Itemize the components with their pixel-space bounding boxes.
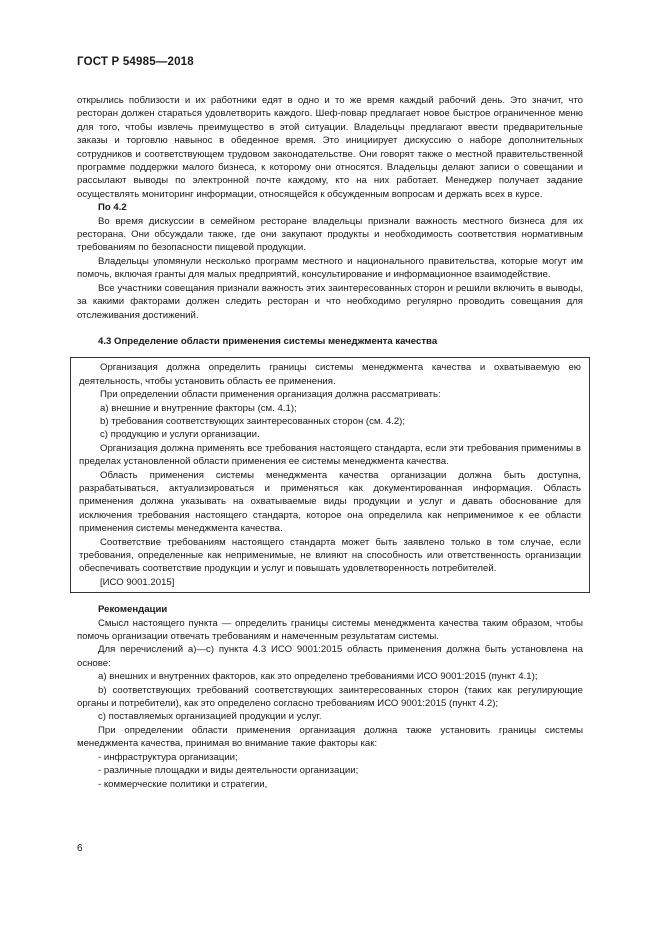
list-item: - различные площадки и виды деятельности организации; — [98, 764, 583, 777]
recommendations-paragraph: При определении области применения организация должна также установить границы системы менеджмента качества, принимая во внимание такие факторы как: — [77, 724, 583, 750]
intro-paragraph: открылись поблизости и их работники едят в одно и то же время каждый рабочий день. Это значит, что ресторан должен стараться удовлетворить каждого. Шеф-повар предлагает новое быстрое ограниченное меню для того, чтобы извлечь преимущество в этой ситуации. Владельцы предлагают ввести предварительные заказы и торговлю навынос в обеденное время. Это инициирует дискуссию о наборе дополнительных сотрудников и соответствующем трудовом законодательстве. Они говорят также о местной правительственной программе поддержки малого бизнеса, к которому они относятся. Владельцы делают записи о совещании и рассылают выводы по электронной почте каждому, кто на них работает. Менеджер получает задание осуществлять мониторинг информации, относящейся к обсужденным вопросам и держать всех в курсе. — [77, 95, 583, 200]
recommendations-title: Рекомендации — [98, 604, 168, 616]
page-number: 6 — [77, 843, 83, 854]
list-item: - инфраструктура организации; — [98, 751, 583, 764]
recommendations-item-b: b) соответствующих требований соответствующих заинтересованных сторон (таких как регулирующие органы и потребители), как это определено согласно требованиям ИСО 9001:2015 (пункт 4.2); — [77, 684, 583, 710]
section-title-4-3: 4.3 Определение области применения системы менеджмента качества — [98, 335, 438, 347]
box-paragraph: Организация должна применять все требования настоящего стандарта, если эти требования применимы в пределах установленной области применения ее системы менеджмента качества. — [79, 442, 581, 468]
box-paragraph: При определении области применения организация должна рассматривать: — [100, 389, 441, 401]
subclause-paragraph: Все участники совещания признали важность этих заинтересованных сторон и решили включить в выводы, за какими факторами должен следить ресторан и что необходимо регулярно проводить совещания для отслеживания достижений. — [77, 282, 583, 321]
subclause-paragraph: Во время дискуссии в семейном ресторане владельцы признали важность местного бизнеса для их ресторана. Они обсуждали также, где они закупают продукты и необходимость соответствия нормативным требованиям по безопасности пищевой продукции. — [77, 215, 583, 254]
box-paragraph: Организация должна определить границы системы менеджмента качества и охватываемую ею деятельность, чтобы установить область ее применения. — [79, 362, 581, 387]
factors-list — [77, 751, 583, 791]
box-list-item-b: b) требования соответствующих заинтересованных сторон (см. 4.2); — [100, 415, 406, 427]
list-item: - коммерческие политики и стратегии, — [98, 778, 583, 791]
subclause-paragraph: Владельцы упомянули несколько программ местного и национального правительства, которые могут им помочь, включая гранты для малых предприятий, консультирование и информационное взаимодействие. — [77, 255, 583, 281]
box-paragraph: Область применения системы менеджмента качества организации должна быть доступна, разрабатываться, актуализироваться и применяться как документированная информация. Область применения должна указывать на охватываемые виды продукции и услуг и давать обоснование для исключения требования настоящего стандарта, которое она определила как неприменимое к ее области применения системы менеджмента качества. — [79, 469, 581, 535]
recommendations-item-c: с) поставляемых организацией продукции и услуг. — [98, 711, 322, 723]
box-reference: [ИСО 9001.2015] — [100, 576, 175, 588]
recommendations-paragraph: Смысл настоящего пункта — определить границы системы менеджмента качества таким образом, чтобы помочь организации отвечать требованиям и намеченным результатам системы. — [77, 617, 583, 643]
recommendations-paragraph: Для перечислений а)—с) пункта 4.3 ИСО 9001:2015 область применения должна быть установлена на основе: — [77, 644, 583, 669]
recommendations-item-a: а) внешних и внутренних факторов, как это определено требованиями ИСО 9001:2015 (пункт 4.1); — [98, 671, 538, 683]
subclause-title-4-2: По 4.2 — [98, 202, 127, 214]
box-list-item-a: а) внешние и внутренние факторы (см. 4.1); — [100, 402, 297, 414]
box-paragraph: Соответствие требованиям настоящего стандарта может быть заявлено только в том случае, если требования, определенные как неприменимые, не влияют на способность или ответственность организации обеспечивать соответствие продукции и услуг и повышать удовлетворенность потребителей. — [79, 536, 581, 575]
box-list-item-c: с) продукцию и услуги организации. — [100, 429, 260, 441]
page-content — [77, 94, 583, 791]
standard-requirement-box — [70, 357, 590, 593]
standard-header: ГОСТ Р 54985—2018 — [77, 56, 194, 68]
